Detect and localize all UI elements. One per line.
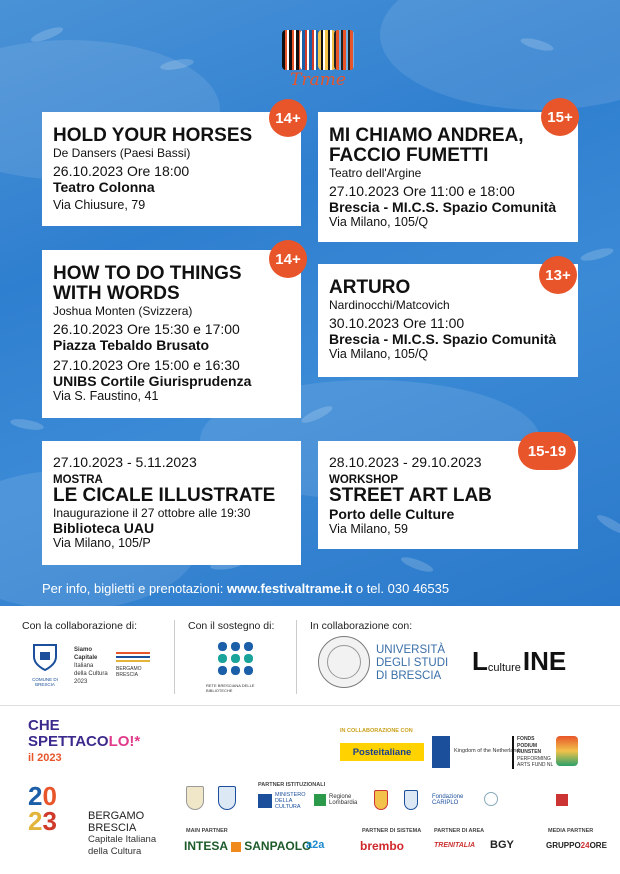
- in-collab-con-label: IN COLLABORAZIONE CON: [340, 728, 413, 734]
- event-category: MOSTRA: [53, 474, 103, 486]
- partner-sistema-label: PARTNER DI SISTEMA: [362, 828, 422, 834]
- main-partner-label: MAIN PARTNER: [186, 828, 228, 834]
- event-date: 27.10.2023 Ore 11:00 e 18:00: [329, 183, 515, 199]
- event-date-range: 28.10.2023 - 29.10.2023: [329, 454, 482, 470]
- event-note: Inaugurazione il 27 ottobre alle 19:30: [53, 506, 251, 520]
- culture-line-logo: L culture INE: [472, 646, 567, 676]
- mascot-icon: [556, 736, 578, 766]
- event-title: ARTURO: [329, 277, 411, 298]
- event-venue: Porto delle Culture: [329, 506, 455, 522]
- comune-brescia-logo: [32, 642, 58, 687]
- age-badge: 15+: [541, 98, 579, 136]
- comune-text: COMUNE DI BRESCIA: [32, 677, 58, 687]
- fondazione-circle: [484, 792, 498, 806]
- trame-logo: [282, 30, 354, 88]
- sponsor-row: [0, 606, 620, 706]
- university-name: UNIVERSITÀ DEGLI STUDI DI BRESCIA: [376, 644, 449, 682]
- event-date-range: 27.10.2023 - 5.11.2023: [53, 454, 197, 470]
- age-badge: 15-19: [518, 432, 576, 470]
- fondazione-comunita-logo: [556, 794, 568, 806]
- event-date: 26.10.2023 Ore 18:00: [53, 163, 190, 179]
- a2a-logo: a2a: [306, 839, 325, 851]
- info-phone: o tel. 030 46535: [352, 581, 450, 596]
- event-date-1: 26.10.2023 Ore 15:30 e 17:00: [53, 321, 240, 337]
- event-address: Via Milano, 105/P: [53, 536, 151, 550]
- event-title-line1: HOW TO DO THINGS: [53, 263, 242, 284]
- logo-2023: 20 23: [28, 781, 57, 836]
- netherlands-text: Kingdom of the Netherlands: [454, 748, 523, 754]
- age-badge: 13+: [539, 256, 577, 294]
- event-venue: Brescia - MI.C.S. Spazio Comunità: [329, 331, 557, 347]
- event-card-how-to-do-things[interactable]: [42, 250, 301, 418]
- collab-label: Con la collaborazione di:: [22, 620, 137, 632]
- regione-logo: Regione Lombardia: [314, 794, 363, 806]
- cariplo-logo: Fondazione CARIPLO: [432, 794, 464, 806]
- event-card-le-cicale-illustrate[interactable]: [42, 441, 301, 565]
- poste-logo: Posteitaliane: [340, 743, 424, 761]
- event-company: Joshua Monten (Svizzera): [53, 304, 193, 318]
- event-address: Via S. Faustino, 41: [53, 389, 159, 403]
- event-title-line1: MI CHIAMO ANDREA,: [329, 125, 524, 146]
- event-company: Nardinocchi/Matcovich: [329, 298, 450, 312]
- capitale-cultura-logo: Siamo Capitale Italiana della Cultura 2023: [74, 647, 108, 685]
- event-address: Via Milano, 59: [329, 522, 408, 536]
- gruppo-24ore-logo: GRUPPO24ORE: [546, 841, 607, 850]
- festival-website-link[interactable]: www.festivaltrame.it: [227, 581, 353, 596]
- event-title-line2: FACCIO FUMETTI: [329, 145, 489, 166]
- university-seal: [318, 636, 370, 688]
- support-label: Con il sostegno di:: [188, 620, 275, 632]
- media-partner-label: MEDIA PARTNER: [548, 828, 594, 834]
- event-card-mi-chiamo-andrea[interactable]: [318, 112, 578, 242]
- event-title: LE CICALE ILLUSTRATE: [53, 485, 276, 506]
- intesa-sanpaolo-logo: INTESA SANPAOLO: [184, 839, 312, 853]
- in-collab-label: In collaborazione con:: [310, 620, 413, 632]
- event-title-line2: WITH WORDS: [53, 283, 180, 304]
- age-badge: 14+: [269, 99, 307, 137]
- event-company: Teatro dell'Argine: [329, 166, 422, 180]
- event-date: 30.10.2023 Ore 11:00: [329, 315, 465, 331]
- info-line: [42, 581, 582, 596]
- che-spettacolo-logo: CHE SPETTACOLO!* il 2023: [28, 717, 141, 764]
- info-prefix: Per info, biglietti e prenotazioni:: [42, 581, 227, 596]
- event-address: Via Milano, 105/Q: [329, 215, 429, 229]
- rete-biblioteche-logo: RETE BRESCIANA DELLE BIBLIOTECHE: [214, 640, 258, 693]
- event-address: Via Chiusure, 79: [53, 198, 146, 212]
- ministero-logo: MINISTERO DELLA CULTURA: [258, 792, 315, 810]
- event-venue-2: UNIBS Cortile Giurisprudenza: [53, 373, 252, 389]
- event-venue-1: Piazza Tebaldo Brusato: [53, 337, 210, 353]
- brembo-logo: brembo: [360, 839, 405, 853]
- netherlands-crest: [432, 736, 450, 768]
- bergamo-brescia-stripes: BERGAMO BRESCIA: [116, 652, 150, 678]
- event-title: HOLD YOUR HORSES: [53, 125, 253, 146]
- bgy-logo: BGY: [490, 839, 514, 851]
- provincia-crest-2: [404, 790, 418, 810]
- partner-area-label: PARTNER DI AREA: [434, 828, 485, 834]
- comune-crest-small-2: [218, 786, 236, 810]
- event-title: STREET ART LAB: [329, 485, 492, 506]
- partner-istituzionali-label: PARTNER ISTITUZIONALI: [258, 782, 326, 788]
- age-badge: 14+: [269, 240, 307, 278]
- fonds-podium-logo: FONDS PODIUM KUNSTEN PERFORMING ARTS FUND NL: [512, 736, 553, 769]
- event-venue: Teatro Colonna: [53, 179, 155, 195]
- event-company: De Dansers (Paesi Bassi): [53, 146, 191, 160]
- partners-section: [0, 706, 620, 874]
- bergamo-brescia-capitale: BERGAMO BRESCIA Capitale Italiana della Cultura: [88, 810, 157, 857]
- event-address: Via Milano, 105/Q: [329, 347, 429, 361]
- provincia-crest: [374, 790, 388, 810]
- event-venue: Brescia - MI.C.S. Spazio Comunità: [329, 199, 557, 215]
- frecciarossa-logo: TRENITALIA: [434, 842, 476, 849]
- event-card-hold-your-horses[interactable]: [42, 112, 301, 226]
- event-venue: Biblioteca UAU: [53, 520, 155, 536]
- logo-wordmark: Trame: [290, 70, 346, 90]
- event-category: WORKSHOP: [329, 474, 398, 486]
- comune-crest-small: [186, 786, 204, 810]
- event-date-2: 27.10.2023 Ore 15:00 e 16:30: [53, 357, 240, 373]
